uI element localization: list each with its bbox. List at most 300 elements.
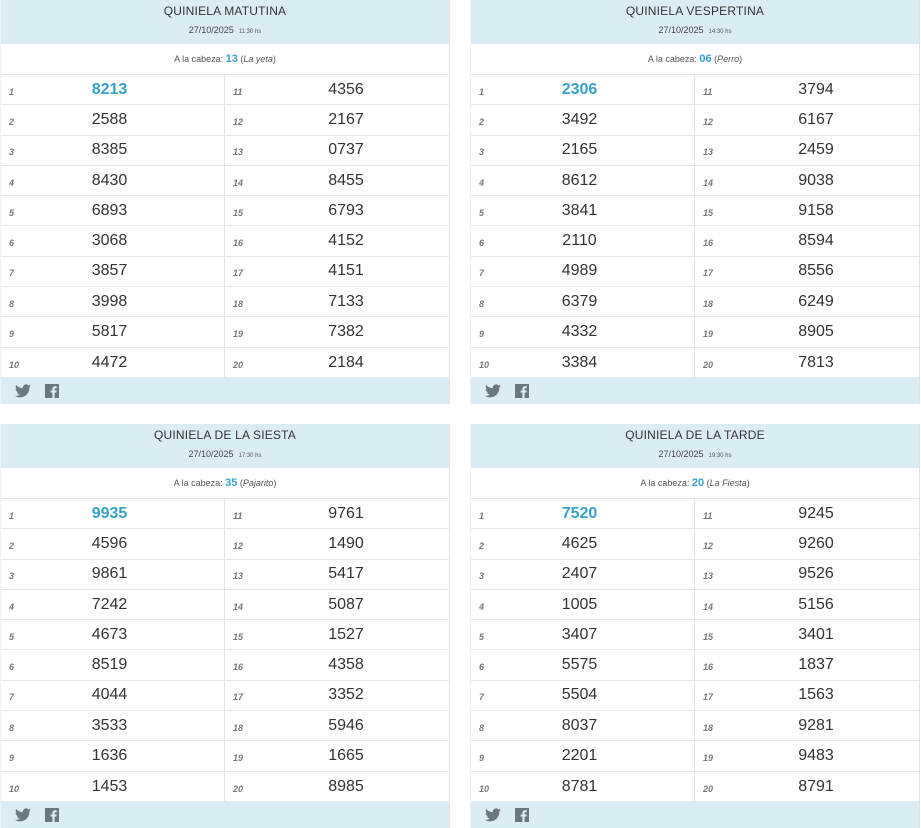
numbers-grid xyxy=(471,75,919,378)
result-row xyxy=(1,196,224,226)
position-number: 2 xyxy=(9,116,15,127)
cabeza-meaning: Pajarito xyxy=(242,478,274,488)
result-row xyxy=(225,711,449,741)
position-number: 9 xyxy=(9,329,15,340)
position-number: 19 xyxy=(233,753,244,764)
result-row xyxy=(471,348,694,378)
card-title: QUINIELA VESPERTINA xyxy=(625,4,765,18)
result-row xyxy=(225,105,449,135)
position-number: 7 xyxy=(9,268,15,279)
position-number: 3 xyxy=(9,571,15,582)
drawn-number: 3857 xyxy=(91,262,128,280)
position-number: 16 xyxy=(703,662,714,673)
numbers-column-left xyxy=(471,75,695,378)
drawn-number: 5817 xyxy=(91,323,128,341)
result-row xyxy=(1,226,224,256)
result-row xyxy=(695,772,919,802)
position-number: 11 xyxy=(233,86,243,97)
cabeza-number: 06 xyxy=(699,53,712,65)
share-bar xyxy=(1,801,449,828)
drawn-number: 8612 xyxy=(561,171,598,189)
share-bar xyxy=(471,377,919,404)
result-row xyxy=(471,650,694,680)
result-row xyxy=(471,136,694,166)
position-number: 4 xyxy=(479,601,485,612)
drawn-number: 5504 xyxy=(561,686,598,704)
result-row xyxy=(471,287,694,317)
result-row xyxy=(225,348,449,378)
drawn-number: 4596 xyxy=(91,534,128,552)
position-number: 5 xyxy=(9,631,15,642)
result-row xyxy=(1,317,224,347)
result-row xyxy=(695,287,919,317)
drawn-number: 4044 xyxy=(91,686,128,704)
result-row xyxy=(471,226,694,256)
cabeza-label: A la cabeza: xyxy=(647,54,697,64)
result-row xyxy=(1,499,224,529)
position-number: 16 xyxy=(233,238,244,249)
position-number: 12 xyxy=(233,540,244,551)
position-number: 8 xyxy=(9,298,15,309)
position-number: 1 xyxy=(9,510,15,521)
position-number: 18 xyxy=(233,722,244,733)
position-number: 16 xyxy=(233,662,244,673)
drawn-number: 8791 xyxy=(798,777,834,795)
twitter-icon[interactable] xyxy=(485,808,501,822)
result-row xyxy=(225,226,449,256)
drawn-number: 8905 xyxy=(798,323,834,341)
drawn-number: 8985 xyxy=(328,777,364,795)
drawn-number: 1005 xyxy=(561,595,598,613)
position-number: 2 xyxy=(479,116,485,127)
position-number: 12 xyxy=(703,116,714,127)
result-row xyxy=(695,529,919,559)
drawn-number: 2407 xyxy=(561,565,598,583)
result-row xyxy=(695,196,919,226)
position-number: 14 xyxy=(233,601,244,612)
result-row xyxy=(695,590,919,620)
result-row xyxy=(695,560,919,590)
result-row xyxy=(1,105,224,135)
card-title: QUINIELA MATUTINA xyxy=(163,4,287,18)
drawn-number: 9158 xyxy=(798,201,834,219)
drawn-number: 5156 xyxy=(798,595,834,613)
drawn-number: 6793 xyxy=(328,201,364,219)
drawn-number: 3401 xyxy=(798,625,834,643)
position-number: 4 xyxy=(9,177,15,188)
drawn-number: 7813 xyxy=(798,353,834,371)
result-row xyxy=(471,196,694,226)
drawn-number: 8455 xyxy=(328,171,364,189)
result-row xyxy=(1,772,224,802)
drawn-number: 5946 xyxy=(328,716,364,734)
time-text: 17:30 hs xyxy=(238,453,262,459)
result-row xyxy=(1,348,224,378)
position-number: 8 xyxy=(479,722,485,733)
position-number: 13 xyxy=(233,147,244,158)
position-number: 15 xyxy=(233,631,244,642)
facebook-icon[interactable] xyxy=(515,384,529,398)
drawn-number: 6379 xyxy=(561,292,598,310)
position-number: 7 xyxy=(9,692,15,703)
drawn-number: 1837 xyxy=(798,656,834,674)
drawn-number: 5417 xyxy=(328,565,364,583)
position-number: 19 xyxy=(703,329,714,340)
numbers-grid xyxy=(1,75,449,378)
position-number: 6 xyxy=(9,238,15,249)
position-number: 13 xyxy=(703,571,714,582)
position-number: 10 xyxy=(9,359,20,370)
drawn-number: 2167 xyxy=(328,110,364,128)
result-row xyxy=(471,257,694,287)
drawn-number: 1665 xyxy=(328,747,364,765)
time-text: 19:30 hs xyxy=(708,453,732,459)
result-row xyxy=(695,681,919,711)
cabeza-number: 13 xyxy=(225,53,238,65)
facebook-icon[interactable] xyxy=(45,808,59,822)
position-number: 3 xyxy=(9,147,15,158)
cabeza-line: A la cabeza: 06 (Perro) xyxy=(471,44,919,75)
drawn-number: 1527 xyxy=(328,625,364,643)
result-row xyxy=(225,287,449,317)
position-number: 17 xyxy=(233,692,244,703)
result-row xyxy=(695,136,919,166)
card-title: QUINIELA DE LA TARDE xyxy=(625,428,765,442)
position-number: 5 xyxy=(479,207,485,218)
result-row xyxy=(695,226,919,256)
result-row xyxy=(225,620,449,650)
drawn-number: 9483 xyxy=(798,747,834,765)
drawn-number: 7382 xyxy=(328,323,364,341)
cabeza-meaning: La yeta xyxy=(243,54,273,64)
drawn-number: 4151 xyxy=(328,262,364,280)
drawn-number: 0737 xyxy=(328,141,364,159)
time-text: 14:30 hs xyxy=(708,29,732,35)
drawn-number: 2588 xyxy=(91,110,128,128)
position-number: 20 xyxy=(233,359,244,370)
drawn-number: 3492 xyxy=(561,110,598,128)
drawn-number: 9038 xyxy=(798,171,834,189)
cabeza-number: 35 xyxy=(225,477,238,489)
drawn-number: 2165 xyxy=(561,141,598,159)
result-row xyxy=(695,317,919,347)
numbers-column-left xyxy=(1,75,225,378)
result-row xyxy=(1,681,224,711)
drawn-number: 3998 xyxy=(91,292,128,310)
drawn-number: 4625 xyxy=(561,534,598,552)
position-number: 16 xyxy=(703,238,714,249)
position-number: 1 xyxy=(9,86,15,97)
result-row xyxy=(471,529,694,559)
drawn-number: 4332 xyxy=(561,323,598,341)
result-row xyxy=(695,105,919,135)
position-number: 6 xyxy=(479,662,485,673)
position-number: 7 xyxy=(479,692,485,703)
drawn-number: 3352 xyxy=(328,686,364,704)
position-number: 4 xyxy=(479,177,485,188)
cabeza-line: A la cabeza: 20 (La Fiesta) xyxy=(471,468,919,499)
cabeza-line: A la cabeza: 13 (La yeta) xyxy=(1,44,449,75)
position-number: 17 xyxy=(703,268,714,279)
drawn-number: 1636 xyxy=(91,747,128,765)
facebook-icon[interactable] xyxy=(45,384,59,398)
card-header xyxy=(471,0,919,44)
result-row xyxy=(225,772,449,802)
drawn-number: 1563 xyxy=(798,686,834,704)
cabeza-meaning: Perro xyxy=(717,54,740,64)
result-row xyxy=(695,620,919,650)
drawn-number: 1453 xyxy=(91,777,128,795)
position-number: 15 xyxy=(703,631,714,642)
result-row xyxy=(471,166,694,196)
drawn-number: 3794 xyxy=(798,80,834,98)
result-row xyxy=(225,75,449,105)
position-number: 14 xyxy=(703,601,714,612)
drawn-number: 2201 xyxy=(561,747,598,765)
draw-date xyxy=(471,447,919,463)
result-row xyxy=(1,166,224,196)
result-row xyxy=(695,166,919,196)
drawn-number: 3407 xyxy=(561,625,598,643)
position-number: 20 xyxy=(703,783,714,794)
drawn-number: 4472 xyxy=(91,353,128,371)
cabeza-number: 20 xyxy=(691,477,705,489)
results-card xyxy=(470,424,920,828)
drawn-number: 8213 xyxy=(91,80,128,98)
share-bar xyxy=(1,377,449,404)
result-row xyxy=(471,105,694,135)
drawn-number: 4673 xyxy=(91,625,128,643)
twitter-icon[interactable] xyxy=(485,384,501,398)
position-number: 1 xyxy=(479,86,485,97)
draw-date xyxy=(1,23,449,39)
position-number: 18 xyxy=(233,298,244,309)
position-number: 14 xyxy=(233,177,244,188)
date-text: 27/10/2025 xyxy=(188,25,234,35)
position-number: 20 xyxy=(703,359,714,370)
twitter-icon[interactable] xyxy=(15,384,31,398)
result-row xyxy=(225,257,449,287)
card-title: QUINIELA DE LA SIESTA xyxy=(153,428,297,442)
drawn-number: 8556 xyxy=(798,262,834,280)
drawn-number: 8385 xyxy=(91,141,128,159)
drawn-number: 6249 xyxy=(798,292,834,310)
position-number: 3 xyxy=(479,571,485,582)
position-number: 9 xyxy=(479,753,485,764)
drawn-number: 9260 xyxy=(798,534,834,552)
position-number: 2 xyxy=(479,540,485,551)
position-number: 10 xyxy=(9,783,20,794)
result-row xyxy=(1,560,224,590)
result-row xyxy=(225,499,449,529)
result-row xyxy=(695,75,919,105)
result-row xyxy=(1,287,224,317)
drawn-number: 7242 xyxy=(91,595,128,613)
drawn-number: 8430 xyxy=(91,171,128,189)
results-card xyxy=(0,0,450,404)
result-row xyxy=(225,590,449,620)
result-row xyxy=(1,711,224,741)
cabeza-line: A la cabeza: 35 (Pajarito) xyxy=(1,468,449,499)
drawn-number: 9526 xyxy=(798,565,834,583)
result-row xyxy=(471,711,694,741)
result-row xyxy=(225,196,449,226)
position-number: 9 xyxy=(9,753,15,764)
position-number: 15 xyxy=(233,207,244,218)
numbers-column-left xyxy=(1,499,225,802)
drawn-number: 9861 xyxy=(91,565,128,583)
drawn-number: 1490 xyxy=(328,534,364,552)
position-number: 10 xyxy=(479,783,490,794)
drawn-number: 3841 xyxy=(561,201,598,219)
numbers-grid xyxy=(471,499,919,802)
result-row xyxy=(1,741,224,771)
position-number: 4 xyxy=(9,601,15,612)
position-number: 3 xyxy=(479,147,485,158)
position-number: 13 xyxy=(233,571,244,582)
result-row xyxy=(471,317,694,347)
position-number: 6 xyxy=(479,238,485,249)
twitter-icon[interactable] xyxy=(15,808,31,822)
position-number: 12 xyxy=(233,116,244,127)
position-number: 6 xyxy=(9,662,15,673)
cabeza-label: A la cabeza: xyxy=(174,54,224,64)
numbers-column-right xyxy=(695,499,919,802)
result-row xyxy=(225,741,449,771)
result-row xyxy=(1,75,224,105)
card-header xyxy=(471,424,919,468)
drawn-number: 9935 xyxy=(91,504,128,522)
position-number: 17 xyxy=(703,692,714,703)
drawn-number: 8594 xyxy=(798,232,834,250)
share-bar xyxy=(471,801,919,828)
drawn-number: 8519 xyxy=(91,656,128,674)
position-number: 18 xyxy=(703,722,714,733)
result-row xyxy=(225,317,449,347)
result-row xyxy=(1,257,224,287)
result-row xyxy=(695,499,919,529)
drawn-number: 2459 xyxy=(798,141,834,159)
drawn-number: 4358 xyxy=(328,656,364,674)
facebook-icon[interactable] xyxy=(515,808,529,822)
result-row xyxy=(471,75,694,105)
position-number: 8 xyxy=(9,722,15,733)
position-number: 5 xyxy=(9,207,15,218)
position-number: 20 xyxy=(233,783,244,794)
position-number: 19 xyxy=(233,329,244,340)
result-row xyxy=(695,711,919,741)
position-number: 1 xyxy=(479,510,485,521)
drawn-number: 8781 xyxy=(561,777,598,795)
drawn-number: 4152 xyxy=(328,232,364,250)
date-text: 27/10/2025 xyxy=(658,25,704,35)
result-row xyxy=(1,529,224,559)
position-number: 5 xyxy=(479,631,485,642)
result-row xyxy=(225,166,449,196)
result-row xyxy=(471,590,694,620)
position-number: 2 xyxy=(9,540,15,551)
cabeza-label: A la cabeza: xyxy=(640,478,690,488)
result-row xyxy=(695,257,919,287)
drawn-number: 9245 xyxy=(798,504,834,522)
numbers-column-right xyxy=(695,75,919,378)
position-number: 13 xyxy=(703,147,714,158)
result-row xyxy=(1,650,224,680)
position-number: 18 xyxy=(703,298,714,309)
time-text: 11:30 hs xyxy=(238,29,262,35)
result-row xyxy=(1,590,224,620)
position-number: 8 xyxy=(479,298,485,309)
result-row xyxy=(695,348,919,378)
numbers-column-right xyxy=(225,499,449,802)
result-row xyxy=(225,650,449,680)
position-number: 12 xyxy=(703,540,714,551)
drawn-number: 9761 xyxy=(328,504,364,522)
result-row xyxy=(225,529,449,559)
drawn-number: 3533 xyxy=(91,716,128,734)
drawn-number: 3068 xyxy=(91,232,128,250)
drawn-number: 3384 xyxy=(561,353,598,371)
drawn-number: 9281 xyxy=(798,716,834,734)
result-row xyxy=(471,499,694,529)
drawn-number: 2110 xyxy=(562,232,597,250)
drawn-number: 6893 xyxy=(91,201,128,219)
drawn-number: 5575 xyxy=(561,656,598,674)
numbers-grid xyxy=(1,499,449,802)
card-header xyxy=(1,0,449,44)
drawn-number: 2184 xyxy=(328,353,364,371)
result-row xyxy=(225,136,449,166)
result-row xyxy=(471,560,694,590)
date-text: 27/10/2025 xyxy=(188,449,234,459)
drawn-number: 5087 xyxy=(328,595,364,613)
draw-date xyxy=(1,447,449,463)
drawn-number: 7133 xyxy=(328,292,364,310)
position-number: 11 xyxy=(703,510,713,521)
date-text: 27/10/2025 xyxy=(658,449,704,459)
position-number: 10 xyxy=(479,359,490,370)
result-row xyxy=(695,650,919,680)
draw-date xyxy=(471,23,919,39)
result-row xyxy=(471,620,694,650)
drawn-number: 4989 xyxy=(561,262,598,280)
card-header xyxy=(1,424,449,468)
drawn-number: 4356 xyxy=(328,80,364,98)
numbers-column-left xyxy=(471,499,695,802)
position-number: 17 xyxy=(233,268,244,279)
cabeza-meaning: La Fiesta xyxy=(709,478,747,488)
results-card xyxy=(470,0,920,404)
result-row xyxy=(225,681,449,711)
numbers-column-right xyxy=(225,75,449,378)
result-row xyxy=(1,620,224,650)
position-number: 11 xyxy=(703,86,713,97)
drawn-number: 7520 xyxy=(561,504,598,522)
drawn-number: 8037 xyxy=(561,716,598,734)
result-row xyxy=(471,772,694,802)
position-number: 9 xyxy=(479,329,485,340)
result-row xyxy=(695,741,919,771)
position-number: 19 xyxy=(703,753,714,764)
result-row xyxy=(1,136,224,166)
position-number: 7 xyxy=(479,268,485,279)
position-number: 11 xyxy=(233,510,243,521)
result-row xyxy=(471,741,694,771)
drawn-number: 6167 xyxy=(798,110,834,128)
result-row xyxy=(225,560,449,590)
result-row xyxy=(471,681,694,711)
cabeza-label: A la cabeza: xyxy=(173,478,223,488)
